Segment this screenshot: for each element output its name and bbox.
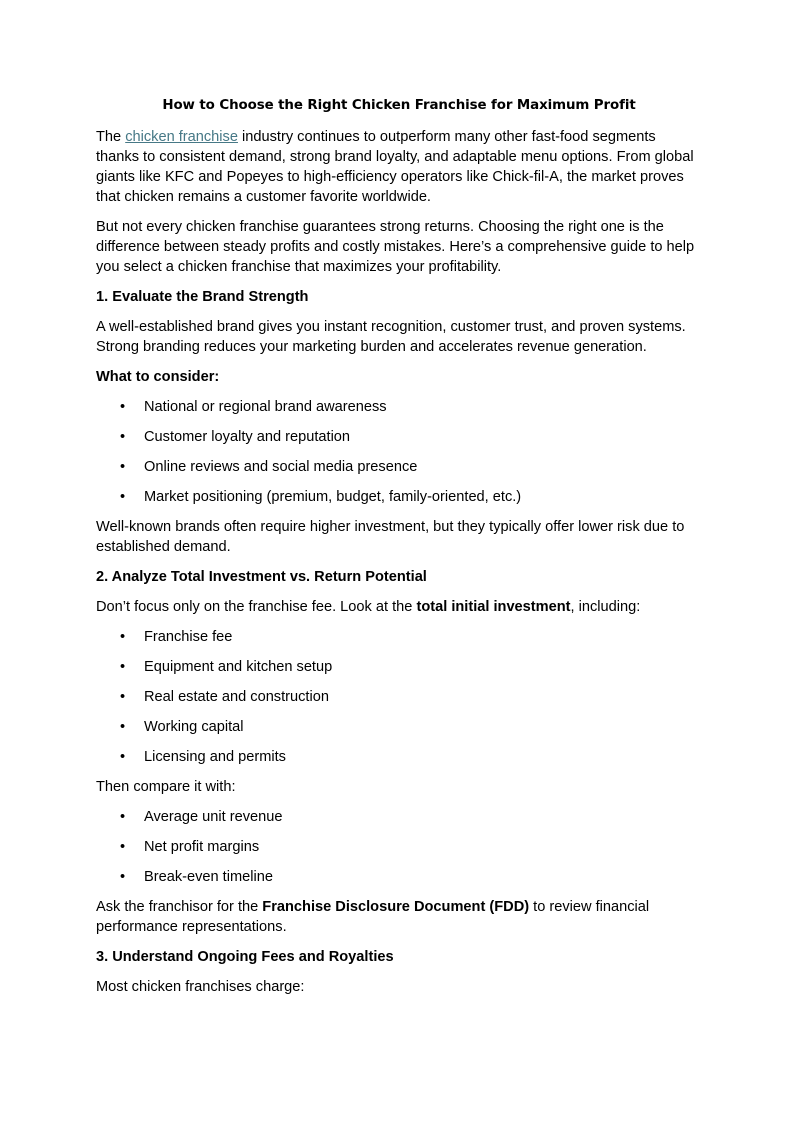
investment-list	[96, 627, 702, 767]
list-item: • Net profit margins	[144, 837, 702, 857]
list-item: • Customer loyalty and reputation	[144, 427, 702, 447]
document-page	[96, 96, 702, 1007]
list-item: • Licensing and permits	[144, 747, 702, 767]
list-item: • Break-even timeline	[144, 867, 702, 887]
intro-p1-suffix: industry continues to outperform many other fast-food segments thanks to consistent demand, strong brand loyalty, and adaptable menu options. From global giants like KFC and Popeyes to high-efficiency operators like Chick-fil-A, the market proves that chicken remains a customer favorite worldwide.	[96, 129, 694, 205]
list-item: • Equipment and kitchen setup	[144, 657, 702, 677]
document-title: How to Choose the Right Chicken Franchise for Maximum Profit	[162, 98, 636, 113]
fdd-suffix: to review financial performance representations.	[96, 899, 650, 935]
section-3-heading: 3. Understand Ongoing Fees and Royalties	[96, 949, 394, 965]
section-3-lead: Most chicken franchises charge:	[96, 979, 305, 995]
consider-list	[96, 397, 702, 507]
list-item: • Online reviews and social media presence	[144, 457, 702, 477]
fdd-bold-text: Franchise Disclosure Document (FDD)	[262, 899, 530, 915]
fdd-prefix: Ask the franchisor for the	[96, 899, 263, 915]
list-item: • Market positioning (premium, budget, family-oriented, etc.)	[144, 487, 702, 507]
compare-list	[96, 807, 702, 887]
section-2-lead-suffix: , including:	[570, 599, 641, 615]
intro-paragraph-2: But not every chicken franchise guarantees strong returns. Choosing the right one is the difference between steady profits and costly mistakes. Here’s a comprehensive guide to help you select a chicken franchise that maximizes your profitability.	[96, 219, 695, 275]
list-item: • Franchise fee	[144, 627, 702, 647]
total-initial-investment-text: total initial investment	[416, 599, 571, 615]
list-item: • Working capital	[144, 717, 702, 737]
list-item: • Real estate and construction	[144, 687, 702, 707]
chicken-franchise-link[interactable]: chicken franchise	[125, 129, 238, 145]
compare-label: Then compare it with:	[96, 779, 236, 795]
section-1-closing: Well-known brands often require higher investment, but they typically offer lower risk due to established demand.	[96, 519, 685, 555]
section-1-heading: 1. Evaluate the Brand Strength	[96, 289, 309, 305]
section-1-body: A well-established brand gives you instant recognition, customer trust, and proven systems. Strong branding reduces your marketing burden and accelerates revenue generation.	[96, 319, 686, 355]
section-2-heading: 2. Analyze Total Investment vs. Return Potential	[96, 569, 427, 585]
intro-paragraph-1	[96, 127, 702, 207]
section-2-lead-prefix: Don’t focus only on the franchise fee. Look at the	[96, 599, 417, 615]
section-2-lead	[96, 597, 702, 617]
list-item: • National or regional brand awareness	[144, 397, 702, 417]
list-item: • Average unit revenue	[144, 807, 702, 827]
what-to-consider-label: What to consider:	[96, 369, 220, 385]
intro-p1-prefix: The	[96, 129, 126, 145]
fdd-paragraph	[96, 897, 702, 937]
